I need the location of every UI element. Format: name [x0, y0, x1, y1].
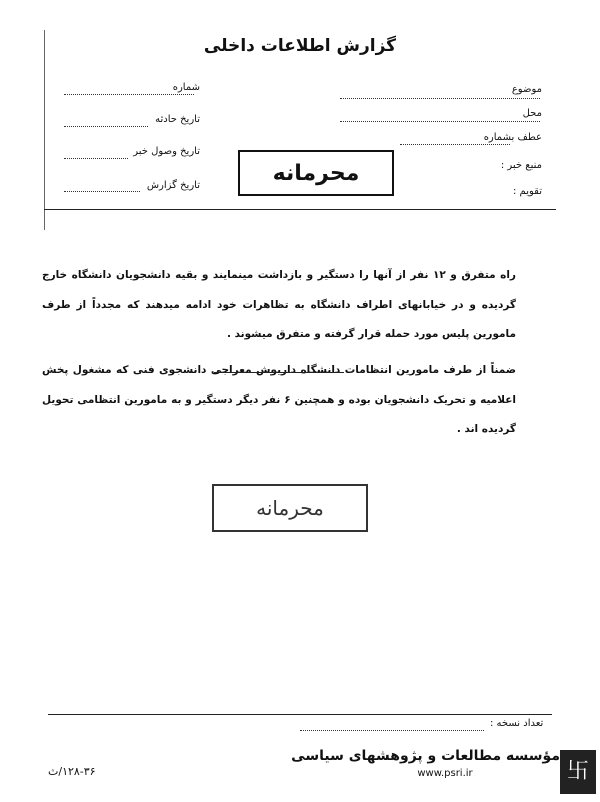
copies-label: تعداد نسخه :: [490, 718, 544, 729]
reference-dots: [400, 144, 510, 145]
form-number: ۱۲۸-۳۶/ث: [48, 765, 96, 778]
psri-logo-icon: 卐: [560, 750, 596, 794]
reference-label: عطف بشماره: [483, 132, 542, 143]
footer-rule: [48, 714, 552, 715]
institute-url: www.psri.ir: [417, 768, 473, 779]
subject-dots: [340, 98, 540, 99]
receipt-date-dots: [64, 158, 128, 159]
number-dots: [64, 94, 194, 95]
place-label: محل: [522, 108, 542, 119]
confidential-stamp-top: محرمانه: [238, 150, 394, 196]
receipt-date-label: تاریخ وصول خبر: [133, 146, 200, 157]
body-paragraph-2: ضمناً از طرف مامورین انتظامات دانشگاه داریوش معراجی دانشجوی فنی که مشغول پخش اعلامیه و تحریک دانشجویان بوده و همچنین ۶ نفر دیگر دستگیر و به مامورین انتظامی تحویل گردیده اند .: [42, 364, 516, 435]
header-bottom-rule: [44, 209, 556, 210]
margin-line: [44, 30, 45, 230]
evaluation-label: تقویم :: [513, 186, 542, 197]
number-label: شماره: [172, 82, 200, 93]
source-label: منبع خبر :: [500, 160, 542, 171]
report-date-label: تاریخ گزارش: [146, 180, 200, 191]
institute-name: مؤسسه مطالعات و پژوهشهای سیاسی: [291, 748, 560, 764]
confidential-stamp-bottom: محرمانه: [212, 484, 368, 532]
institute-watermark: [291, 748, 560, 779]
copies-dots: [300, 730, 484, 731]
incident-date-label: تاریخ حادثه: [155, 114, 200, 125]
incident-date-dots: [64, 126, 148, 127]
report-date-dots: [64, 191, 140, 192]
name-underline: [214, 372, 344, 373]
subject-label: موضوع: [511, 84, 542, 95]
report-title: گزارش اطلاعات داخلی: [203, 36, 397, 56]
place-dots: [340, 121, 540, 122]
body-paragraph-1: راه متفرق و ۱۲ نفر از آنها را دستگیر و بازداشت مینمایند و بقیه دانشجویان دانشگاه خارج گردیده و در خیابانهای اطراف دانشگاه به تظاهرات خود ادامه میدهند که مجدداً از طرف مامورین پلیس مورد حمله قرار گرفته و متفرق میشوند .: [42, 269, 516, 340]
